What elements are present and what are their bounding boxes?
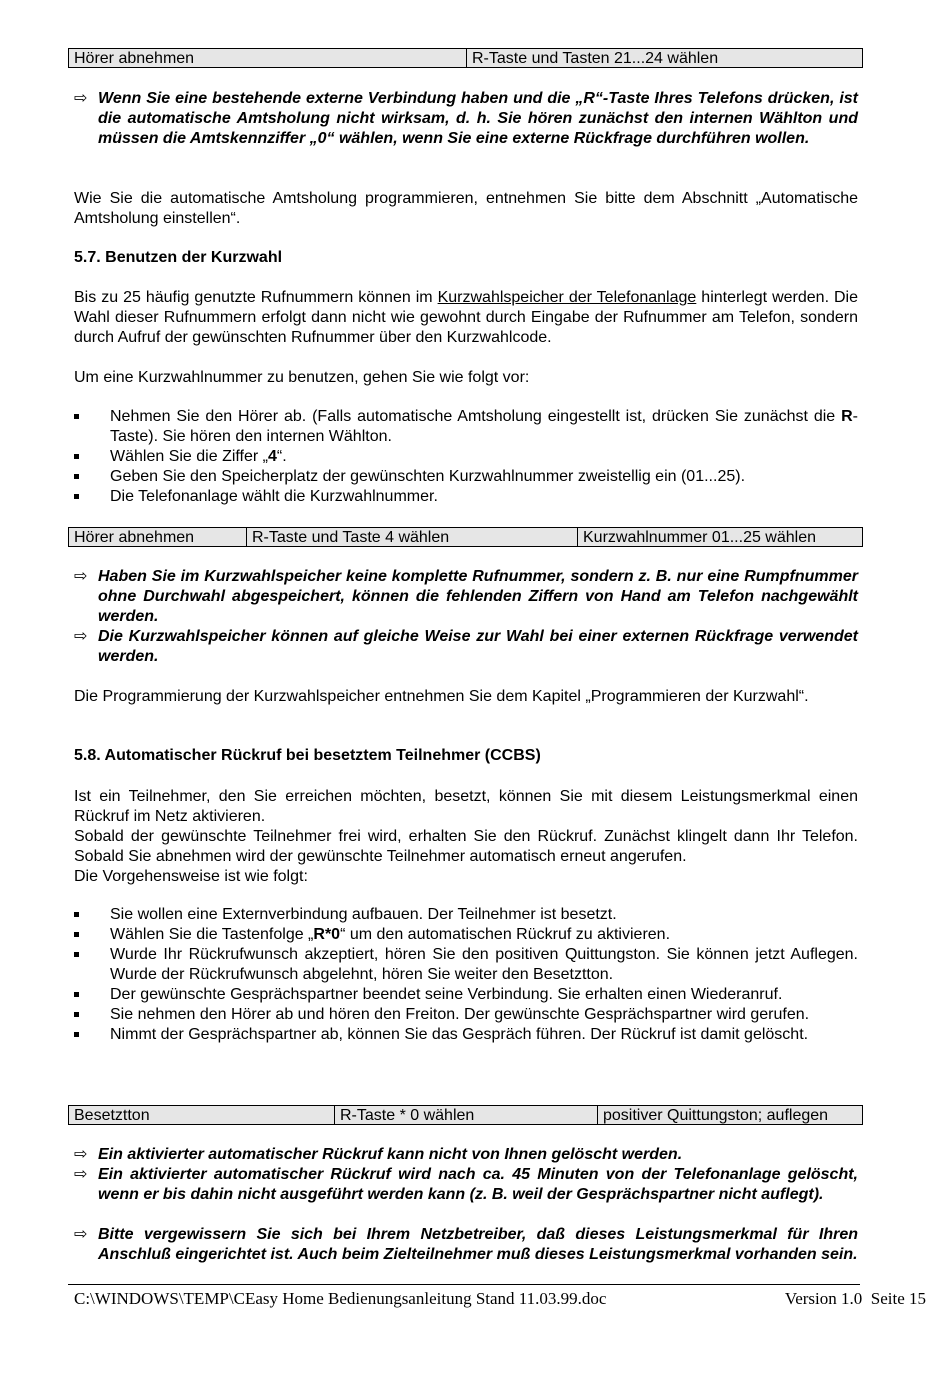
table-cell: positiver Quittungston; auflegen <box>597 1106 862 1124</box>
paragraph-line: Sobald der gewünschte Teilnehmer frei wird, erhalten Sie den Rückruf. Zunächst klingelt dann Ihr Telefon. Sobald Sie abnehmen wird der gewünschte Teilnehmer automatisch erneut angerufen. <box>74 828 858 865</box>
list-item: Geben Sie den Speicherplatz der gewünschten Kurzwahlnummer zweistellig ein (01...25). <box>74 467 858 487</box>
hint-note <box>74 627 858 667</box>
list-item: Der gewünschte Gesprächspartner beendet seine Verbindung. Sie erhalten einen Wiederanruf. <box>74 985 858 1005</box>
footer-file-path: C:\WINDOWS\TEMP\CEasy Home Bedienungsanleitung Stand 11.03.99.doc <box>74 1289 607 1308</box>
hint-note <box>74 1165 858 1205</box>
bullet-list-ccbs <box>74 905 858 1045</box>
paragraph-text: hinterlegt werden. Die Wahl dieser Rufnummern erfolgt dann nicht wie gewohnt durch Eingabe der Rufnummer am Telefon, sondern durch Aufruf der gewünschten Rufnummer über den Kurzwahlcode. <box>74 289 858 346</box>
paragraph: Die Programmierung der Kurzwahlspeicher entnehmen Sie dem Kapitel „Programmieren der Kurzwahl“. <box>74 688 809 705</box>
bullet-square-icon <box>74 992 79 997</box>
paragraph <box>74 288 858 348</box>
paragraph: Um eine Kurzwahlnummer zu benutzen, gehen Sie wie folgt vor: <box>74 369 530 386</box>
hint-text: Wenn Sie eine bestehende externe Verbindung haben und die „R“-Taste Ihres Telefons drücken, ist die automatische Amtsholung nicht wirksam, d. h. Sie hören zunächst den internen Wählton und müssen die Amtskennziffer „0“ wählen, wenn Sie eine externe Rückfrage durchführen wollen. <box>98 90 858 147</box>
hint-text: Bitte vergewissern Sie sich bei Ihrem Netzbetreiber, daß dieses Leistungsmerkmal für Ihren Anschluß eingerichtet ist. Auch beim Zielteilnehmer muß dieses Leistungsmerkmal vorhanden sein. <box>98 1226 858 1263</box>
table-cell: Besetztton <box>74 1107 150 1124</box>
table-cell: Kurzwahlnummer 01...25 wählen <box>577 528 862 546</box>
table-cell: R-Taste und Tasten 21...24 wählen <box>466 49 862 67</box>
bullet-list-kurzwahl <box>74 407 858 507</box>
arrow-right-icon: ⇨ <box>74 90 88 107</box>
bullet-square-icon <box>74 494 79 499</box>
hint-text: Ein aktivierter automatischer Rückruf wird nach ca. 45 Minuten von der Telefonanlage gelöscht, wenn er bis dahin nicht ausgeführt werden kann (z. B. weil der Gesprächspartner nicht auflegt). <box>98 1166 858 1203</box>
bullet-square-icon <box>74 1012 79 1017</box>
procedure-table-kurzwahl <box>68 527 863 547</box>
procedure-table-ccbs <box>68 1105 863 1125</box>
list-item: Sie nehmen den Hörer ab und hören den Freiton. Der gewünschte Gesprächspartner wird gerufen. <box>74 1005 858 1025</box>
footer-page-info: Version 1.0 Seite 15 <box>784 1289 926 1308</box>
section-heading-5-7: 5.7. Benutzen der Kurzwahl <box>74 249 283 266</box>
table-cell: R-Taste * 0 wählen <box>334 1106 597 1124</box>
footer-divider <box>68 1284 860 1285</box>
arrow-right-icon: ⇨ <box>74 568 88 585</box>
bullet-square-icon <box>74 932 79 937</box>
list-item: Die Telefonanlage wählt die Kurzwahlnummer. <box>74 487 858 507</box>
list-item: Nimmt der Gesprächspartner ab, können Sie das Gespräch führen. Der Rückruf ist damit gelöscht. <box>74 1025 858 1045</box>
bullet-square-icon <box>74 454 79 459</box>
hint-text: Haben Sie im Kurzwahlspeicher keine komplette Rufnummer, sondern z. B. nur eine Rumpfnummer ohne Durchwahl abgespeichert, können die fehlenden Ziffern von Hand am Telefon nachgewählt werden. <box>98 568 858 625</box>
link-kurzwahlspeicher[interactable]: Kurzwahlspeicher der Telefonanlage <box>437 289 697 306</box>
paragraph-text: Bis zu 25 häufig genutzte Rufnummern können im <box>74 289 438 306</box>
paragraph: Wie Sie die automatische Amtsholung programmieren, entnehmen Sie bitte dem Abschnitt „Automatische Amtsholung einstellen“. <box>74 190 858 227</box>
hint-text: Ein aktivierter automatischer Rückruf kann nicht von Ihnen gelöscht werden. <box>98 1146 683 1163</box>
table-cell: Hörer abnehmen <box>74 50 195 67</box>
arrow-right-icon: ⇨ <box>74 1146 88 1163</box>
list-item: Wurde Ihr Rückrufwunsch akzeptiert, hören Sie den positiven Quittungston. Sie können jetzt Auflegen. Wurde der Rückrufwunsch abgelehnt, hören Sie weiter den Besetztton. <box>74 945 858 985</box>
bullet-square-icon <box>74 952 79 957</box>
arrow-right-icon: ⇨ <box>74 628 88 645</box>
paragraph <box>74 787 858 887</box>
bullet-square-icon <box>74 912 79 917</box>
section-heading-5-8: 5.8. Automatischer Rückruf bei besetztem Teilnehmer (CCBS) <box>74 747 541 764</box>
list-item: Wählen Sie die Ziffer „4“. <box>74 447 858 467</box>
arrow-right-icon: ⇨ <box>74 1226 88 1243</box>
bullet-square-icon <box>74 414 79 419</box>
paragraph-line: Ist ein Teilnehmer, den Sie erreichen möchten, besetzt, können Sie mit diesem Leistungsmerkmal einen Rückruf im Netz aktivieren. <box>74 788 858 825</box>
paragraph-line: Die Vorgehensweise ist wie folgt: <box>74 868 308 885</box>
table-cell: R-Taste und Taste 4 wählen <box>246 528 577 546</box>
bullet-square-icon <box>74 1032 79 1037</box>
hint-text: Die Kurzwahlspeicher können auf gleiche Weise zur Wahl bei einer externen Rückfrage verwendet werden. <box>98 628 858 665</box>
hint-note <box>74 89 858 149</box>
list-item: Wählen Sie die Tastenfolge „R*0“ um den automatischen Rückruf zu aktivieren. <box>74 925 858 945</box>
arrow-right-icon: ⇨ <box>74 1166 88 1183</box>
hint-note <box>74 567 858 627</box>
hint-note <box>74 1225 858 1265</box>
table-cell: Hörer abnehmen <box>74 529 195 546</box>
list-item: Nehmen Sie den Hörer ab. (Falls automatische Amtsholung eingestellt ist, drücken Sie zunächst die R-Taste). Sie hören den internen Wählton. <box>74 407 858 447</box>
hint-note <box>74 1145 858 1165</box>
list-item: Sie wollen eine Externverbindung aufbauen. Der Teilnehmer ist besetzt. <box>74 905 858 925</box>
procedure-table-outside-line <box>68 48 863 68</box>
bullet-square-icon <box>74 474 79 479</box>
